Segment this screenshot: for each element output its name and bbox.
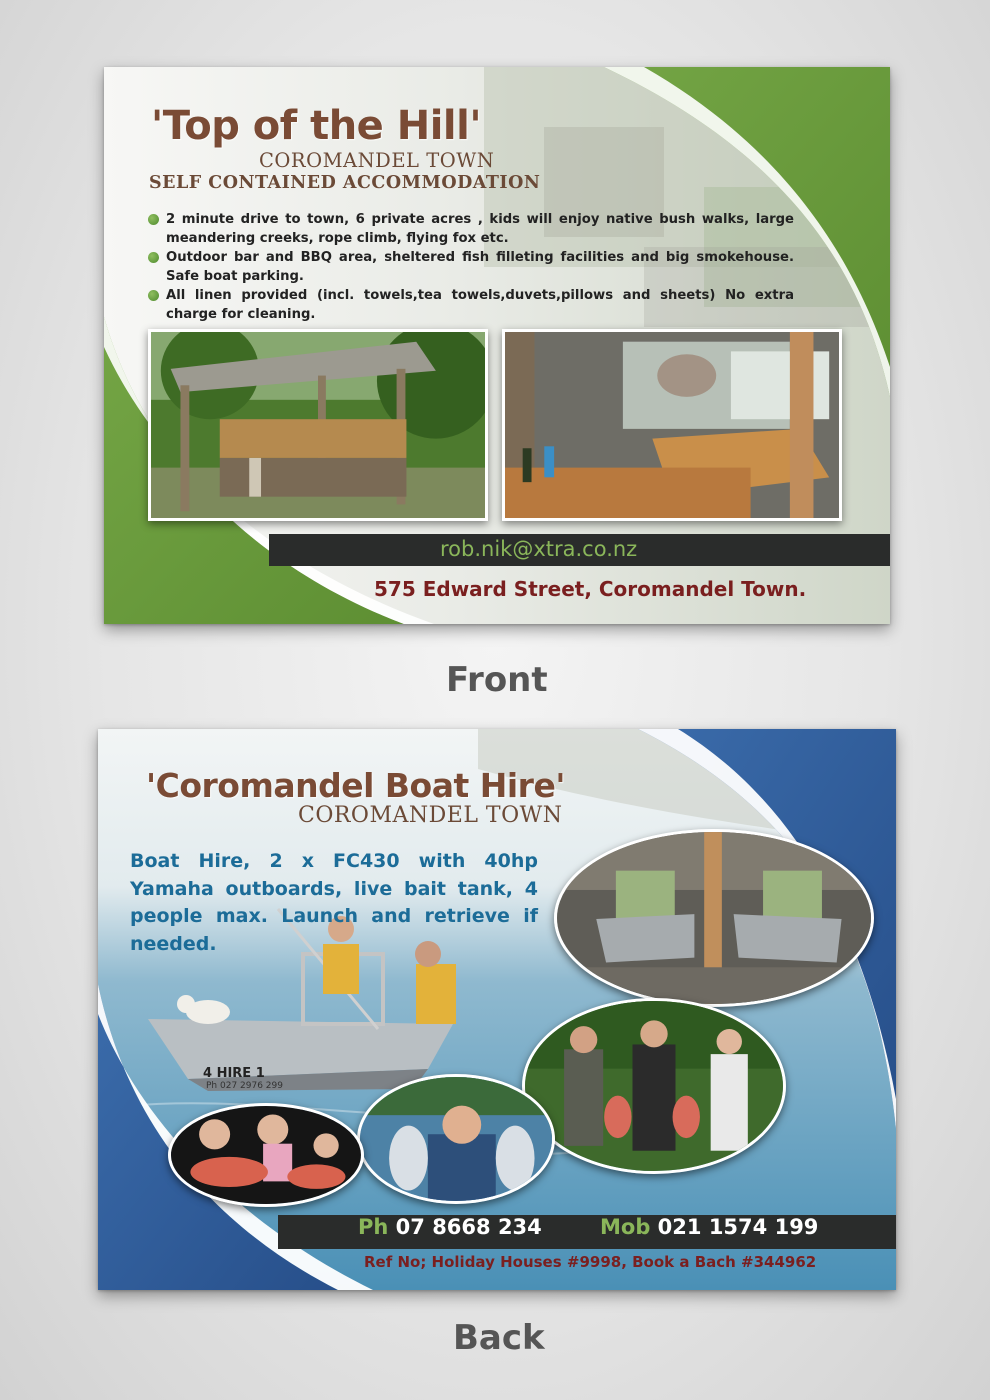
mobile-label: Mob — [600, 1215, 651, 1239]
bullet-icon — [148, 214, 159, 225]
outdoor-bar-photo — [148, 329, 488, 521]
reference-numbers: Ref No; Holiday Houses #9998, Book a Bach #344962 — [364, 1253, 817, 1271]
phone-label: Ph — [358, 1215, 389, 1239]
fishermen-photo — [522, 998, 786, 1174]
front-caption: Front — [446, 660, 548, 700]
email-link[interactable]: rob.nik@xtra.co.nz — [440, 537, 638, 561]
boat-shed-photo — [554, 829, 874, 1007]
boat-phone: Ph 027 2976 299 — [206, 1081, 283, 1091]
feature-item: Outdoor bar and BBQ area, sheltered fish filleting facilities and big smokehouse. Safe boat parking. — [148, 248, 794, 286]
boat-hire-description: Boat Hire, 2 x FC430 with 40hp Yamaha outboards, live bait tank, 4 people max. Launch and retrieve if needed. — [130, 850, 538, 955]
back-title: 'Coromandel Boat Hire' — [146, 766, 565, 805]
mobile-contact[interactable] — [600, 1215, 818, 1239]
address-text: 575 Edward Street, Coromandel Town. — [374, 577, 807, 601]
front-title: 'Top of the Hill' — [151, 103, 482, 149]
kids-with-fish-photo — [168, 1103, 364, 1207]
phone-number: 07 8668 234 — [395, 1215, 542, 1239]
back-caption: Back — [453, 1318, 545, 1358]
boat-name: 4 HIRE 1 — [203, 1066, 265, 1081]
back-subtitle: COROMANDEL TOWN — [298, 803, 563, 828]
phone-contact[interactable] — [358, 1215, 542, 1239]
front-subtitle: COROMANDEL TOWN — [259, 149, 495, 172]
front-card — [104, 67, 890, 624]
front-tagline: SELF CONTAINED ACCOMMODATION — [149, 173, 541, 193]
mobile-number: 021 1574 199 — [657, 1215, 819, 1239]
bullet-icon — [148, 290, 159, 301]
fish-catch-photo — [357, 1074, 555, 1204]
back-card — [98, 729, 896, 1290]
indoor-bar-photo — [502, 329, 842, 521]
bullet-icon — [148, 252, 159, 263]
feature-list — [148, 210, 794, 324]
feature-item: 2 minute drive to town, 6 private acres , kids will enjoy native bush walks, large meandering creeks, rope climb, flying fox etc. — [148, 210, 794, 248]
feature-item: All linen provided (incl. towels,tea towels,duvets,pillows and sheets) No extra charge for cleaning. — [148, 286, 794, 324]
